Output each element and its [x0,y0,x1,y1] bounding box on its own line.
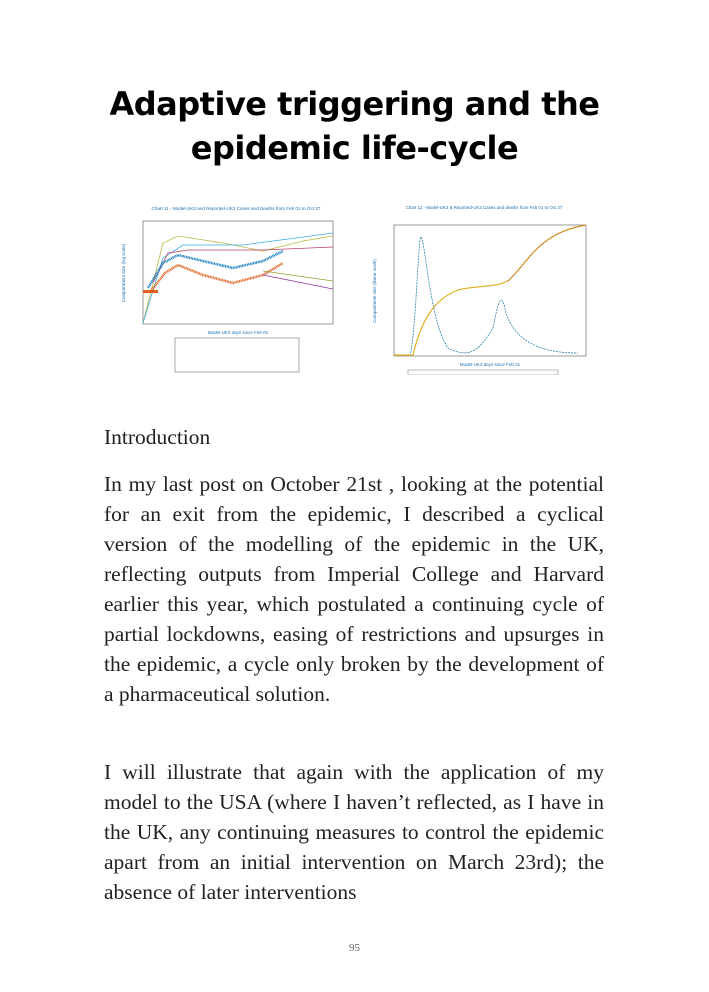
section-heading: Introduction [104,425,211,449]
series-reported-deaths [394,225,586,355]
series-line [263,271,333,281]
chart-12-image [368,203,600,375]
chart-12-ylabel: Compartment size (linear scale) [372,259,377,323]
chart-12-title: Chart 12 - Model-UK3 & Reported-UK3 Cases and deaths from Feb 01 to Oct 27 [405,205,563,210]
chart-11-image [113,203,359,375]
chart-12-xlabel: Model-UK3 days since Feb 01 [459,362,521,367]
chart-11-graphic [113,203,359,375]
series-line [263,275,333,289]
paragraph: I will illustrate that again with the application of my model to the USA (where I haven’t reflected, as I have in the UK, any continuing measures to control the epidemic apart from an initial intervention on March 23rd); the absence of later interventions [104,760,604,904]
chart-11-ylabel: Compartment size (log scale) [121,243,126,303]
series-model-cases [394,237,578,355]
page-number: 95 [349,942,360,954]
series-line [143,236,333,323]
series-line [153,247,333,283]
chart-12-graphic [368,203,600,375]
series-line [143,233,333,323]
marker [143,290,158,293]
series-deaths [151,263,283,291]
series-cases [148,251,283,288]
chart-11-legend [175,338,299,372]
chart-11-xlabel: Model-UK3 days since Feb 01 [207,330,269,335]
page-title: Adaptive triggering and the epidemic life-cycle [109,85,600,167]
plot-frame [394,225,586,356]
chart-12-legend [408,370,558,375]
series-model-deaths [508,225,586,281]
paragraph: In my last post on October 21st , looking at the potential for an exit from the epidemic, I described a cyclical version of the modelling of the epidemic in the UK, reflecting outputs from Imperial College and Harvard earlier this year, which postulated a continuing cycle of partial lockdowns, easing of restrictions and upsurges in the epidemic, a cycle only broken by the development of a pharmaceutical solution. [104,472,604,706]
chart-11-title: Chart 11 - Model-UK3 and Reported-UK3 Cases and Deaths from Feb 01 to Oct 27 [151,206,321,211]
